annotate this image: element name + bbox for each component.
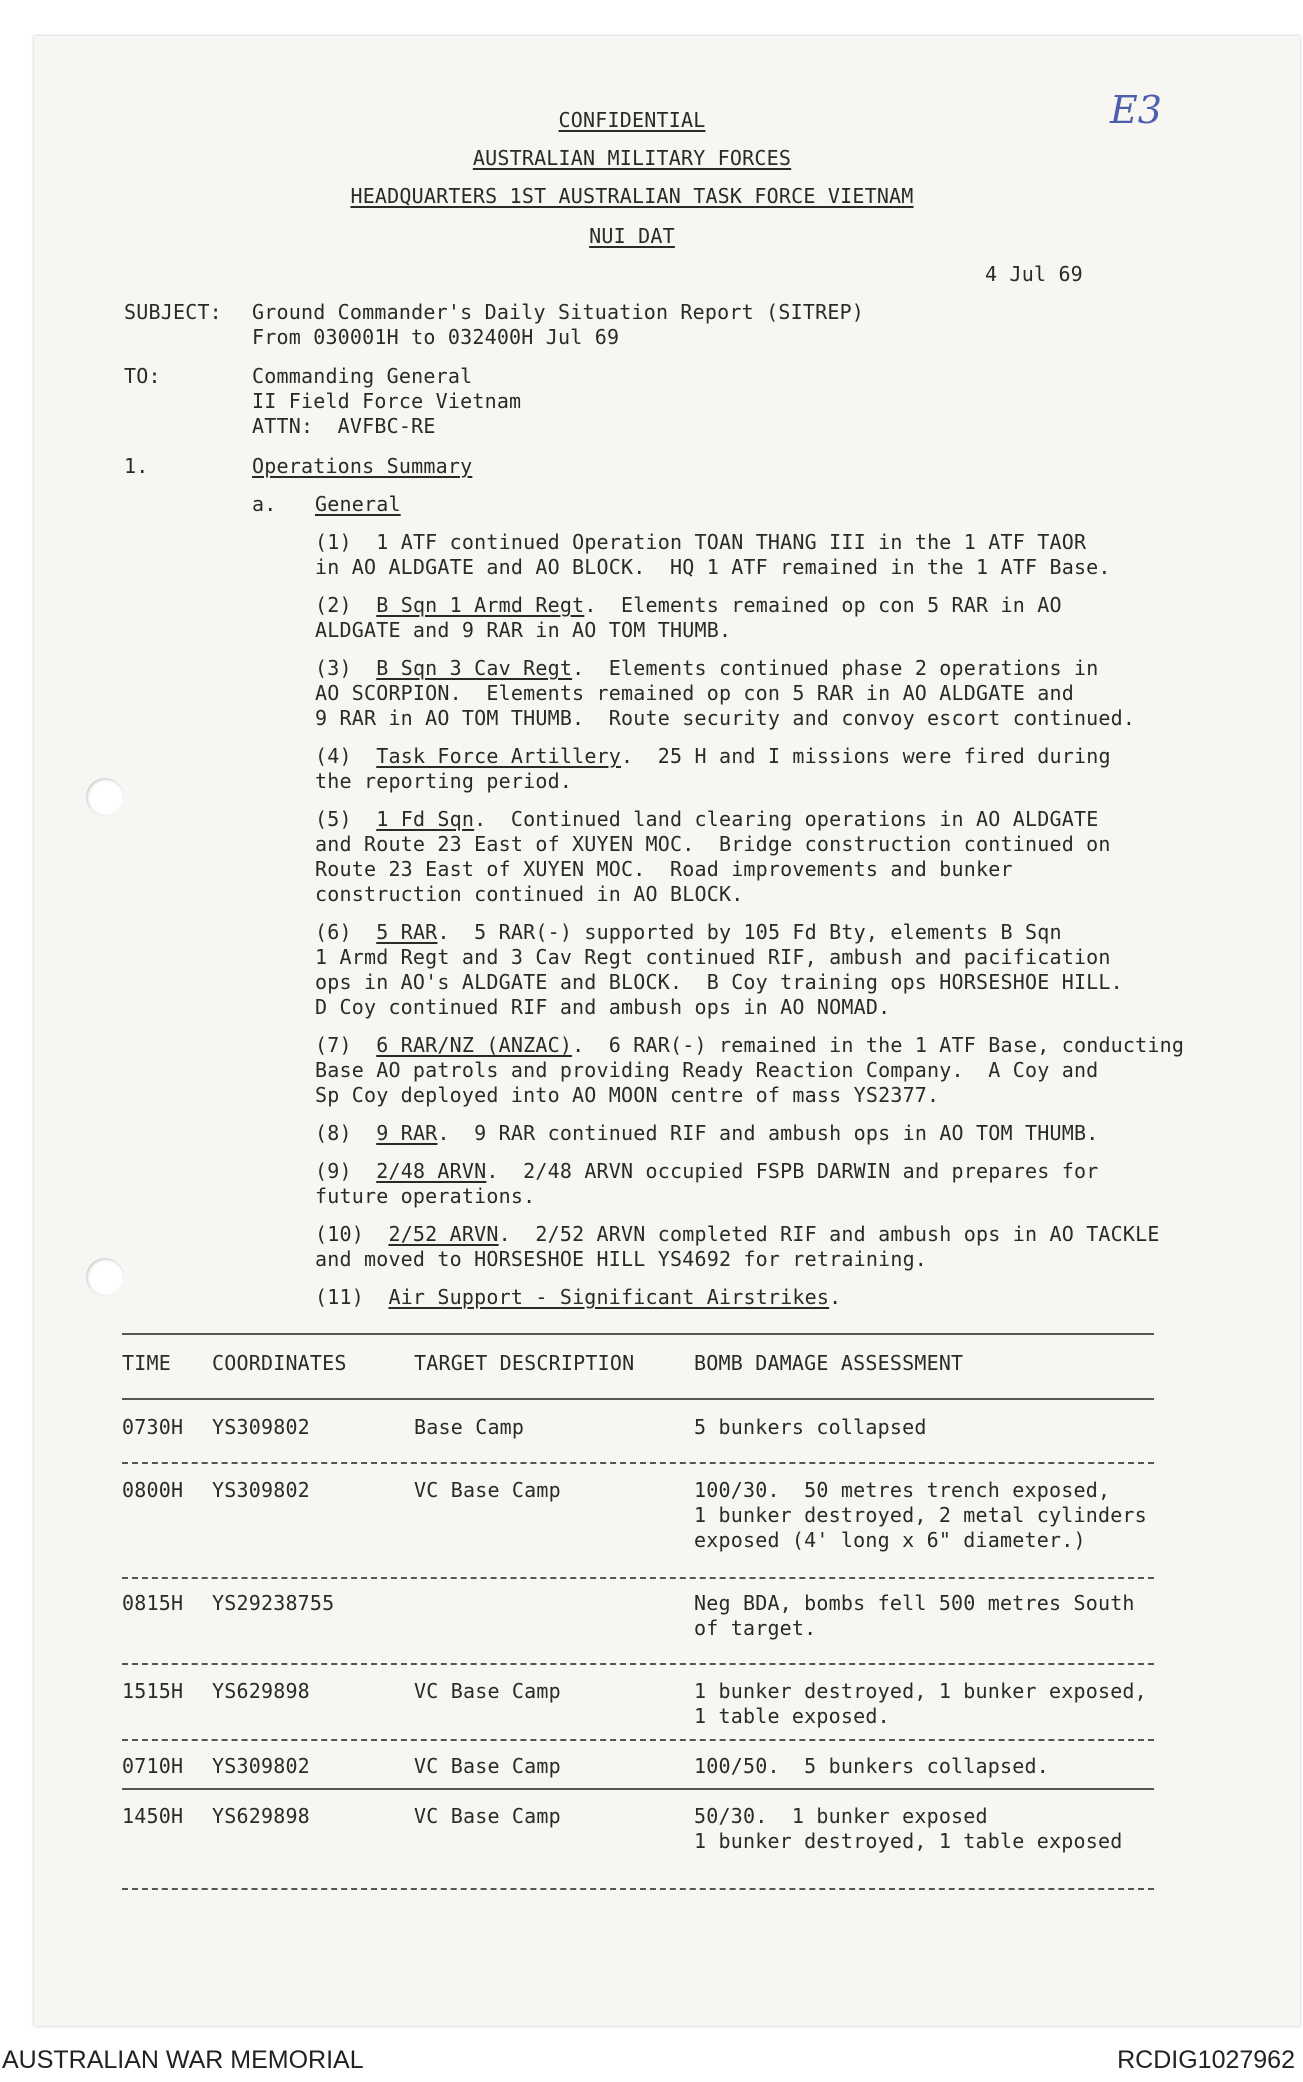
paragraph-2: (2) B Sqn 1 Armd Regt. Elements remained op con 5 RAR in AO ALDGATE and 9 RAR in AO TOM THUMB. <box>315 593 1062 642</box>
table-header-target: TARGET DESCRIPTION <box>414 1351 635 1375</box>
table-row-coordinates: YS629898 <box>212 1679 310 1703</box>
paragraph-4: (4) Task Force Artillery. 25 H and I missions were fired during the reporting period. <box>315 744 1111 793</box>
table-rule <box>122 1663 1154 1665</box>
table-row-target: VC Base Camp <box>414 1804 561 1828</box>
table-rule <box>122 1462 1154 1464</box>
section-title: Operations Summary <box>252 454 473 478</box>
to-line: Commanding General <box>252 364 473 388</box>
subject-line: From 030001H to 032400H Jul 69 <box>252 325 620 349</box>
table-header-coordinates: COORDINATES <box>212 1351 347 1375</box>
to-line: II Field Force Vietnam <box>252 389 522 413</box>
paragraph-7: (7) 6 RAR/NZ (ANZAC). 6 RAR(-) remained in the 1 ATF Base, conducting Base AO patrols and providing Ready Reaction Company. A Coy and Sp Coy deployed into AO MOON centre of mass YS2377. <box>315 1033 1185 1107</box>
table-row-coordinates: YS629898 <box>212 1804 310 1828</box>
footer-reference: RCDIG1027962 <box>1117 2046 1295 2074</box>
org-name: AUSTRALIAN MILITARY FORCES <box>472 146 792 170</box>
table-row-time: 0800H <box>122 1478 184 1502</box>
subsection-title: General <box>315 492 401 516</box>
table-row-bda: Neg BDA, bombs fell 500 metres South of target. <box>694 1591 1135 1640</box>
subject-label: SUBJECT: <box>124 300 222 324</box>
table-header-bda: BOMB DAMAGE ASSESSMENT <box>694 1351 964 1375</box>
punch-hole <box>86 778 124 816</box>
punch-hole <box>86 1258 124 1296</box>
table-row-target: VC Base Camp <box>414 1754 561 1778</box>
table-row-coordinates: YS309802 <box>212 1754 310 1778</box>
paragraph-9: (9) 2/48 ARVN. 2/48 ARVN occupied FSPB DARWIN and prepares for future operations. <box>315 1159 1099 1208</box>
to-label: TO: <box>124 364 161 388</box>
table-rule <box>122 1739 1154 1741</box>
table-row-bda: 100/50. 5 bunkers collapsed. <box>694 1754 1049 1778</box>
table-row-bda: 50/30. 1 bunker exposed 1 bunker destroyed, 1 table exposed <box>694 1804 1123 1853</box>
subsection-letter: a. <box>252 492 277 516</box>
paragraph-6: (6) 5 RAR. 5 RAR(-) supported by 105 Fd Bty, elements B Sqn 1 Armd Regt and 3 Cav Regt continued RIF, ambush and pacification ops in AO's ALDGATE and BLOCK. B Coy training ops HORSESHOE HILL. D Coy continued RIF and ambush ops in AO NOMAD. <box>315 920 1123 1019</box>
table-rule <box>122 1888 1154 1890</box>
headquarters-title: HEADQUARTERS 1ST AUSTRALIAN TASK FORCE VIETNAM <box>350 184 914 208</box>
classification: CONFIDENTIAL <box>558 108 706 132</box>
table-row-time: 1515H <box>122 1679 184 1703</box>
paragraph-11: (11) Air Support - Significant Airstrikes. <box>315 1285 842 1309</box>
table-row-bda: 5 bunkers collapsed <box>694 1415 927 1439</box>
paragraph-8: (8) 9 RAR. 9 RAR continued RIF and ambush ops in AO TOM THUMB. <box>315 1121 1099 1145</box>
table-row-time: 0815H <box>122 1591 184 1615</box>
footer-archive: AUSTRALIAN WAR MEMORIAL <box>2 2046 364 2074</box>
table-row-target: VC Base Camp <box>414 1679 561 1703</box>
table-rule <box>122 1333 1154 1335</box>
table-row-time: 0730H <box>122 1415 184 1439</box>
table-row-coordinates: YS309802 <box>212 1478 310 1502</box>
section-number: 1. <box>124 454 149 478</box>
table-row-bda: 1 bunker destroyed, 1 bunker exposed, 1 table exposed. <box>694 1679 1147 1728</box>
table-row-time: 1450H <box>122 1804 184 1828</box>
table-rule <box>122 1577 1154 1579</box>
table-row-coordinates: YS29238755 <box>212 1591 335 1615</box>
table-header-time: TIME <box>122 1351 171 1375</box>
document-date: 4 Jul 69 <box>985 262 1083 286</box>
table-row-target: Base Camp <box>414 1415 525 1439</box>
table-row-target: VC Base Camp <box>414 1478 561 1502</box>
location: NUI DAT <box>589 224 675 248</box>
paragraph-3: (3) B Sqn 3 Cav Regt. Elements continued phase 2 operations in AO SCORPION. Elements remained op con 5 RAR in AO ALDGATE and 9 RAR in AO TOM THUMB. Route security and convoy escort continued. <box>315 656 1136 730</box>
table-rule <box>122 1398 1154 1400</box>
table-row-bda: 100/30. 50 metres trench exposed, 1 bunker destroyed, 2 metal cylinders exposed (4' long x 6" diameter.) <box>694 1478 1147 1552</box>
to-line: ATTN: AVFBC-RE <box>252 414 436 438</box>
table-rule <box>122 1788 1154 1790</box>
table-row-coordinates: YS309802 <box>212 1415 310 1439</box>
paragraph-5: (5) 1 Fd Sqn. Continued land clearing operations in AO ALDGATE and Route 23 East of XUYEN MOC. Bridge construction continued on Route 23 East of XUYEN MOC. Road improvements and bunker construction continued in AO BLOCK. <box>315 807 1111 906</box>
paragraph-10: (10) 2/52 ARVN. 2/52 ARVN completed RIF and ambush ops in AO TACKLE and moved to HORSESHOE HILL YS4692 for retraining. <box>315 1222 1160 1271</box>
table-row-time: 0710H <box>122 1754 184 1778</box>
handwritten-mark: E3 <box>1110 88 1162 132</box>
subject-line: Ground Commander's Daily Situation Report (SITREP) <box>252 300 865 324</box>
paragraph-1: (1) 1 ATF continued Operation TOAN THANG III in the 1 ATF TAOR in AO ALDGATE and AO BLOCK. HQ 1 ATF remained in the 1 ATF Base. <box>315 530 1111 579</box>
